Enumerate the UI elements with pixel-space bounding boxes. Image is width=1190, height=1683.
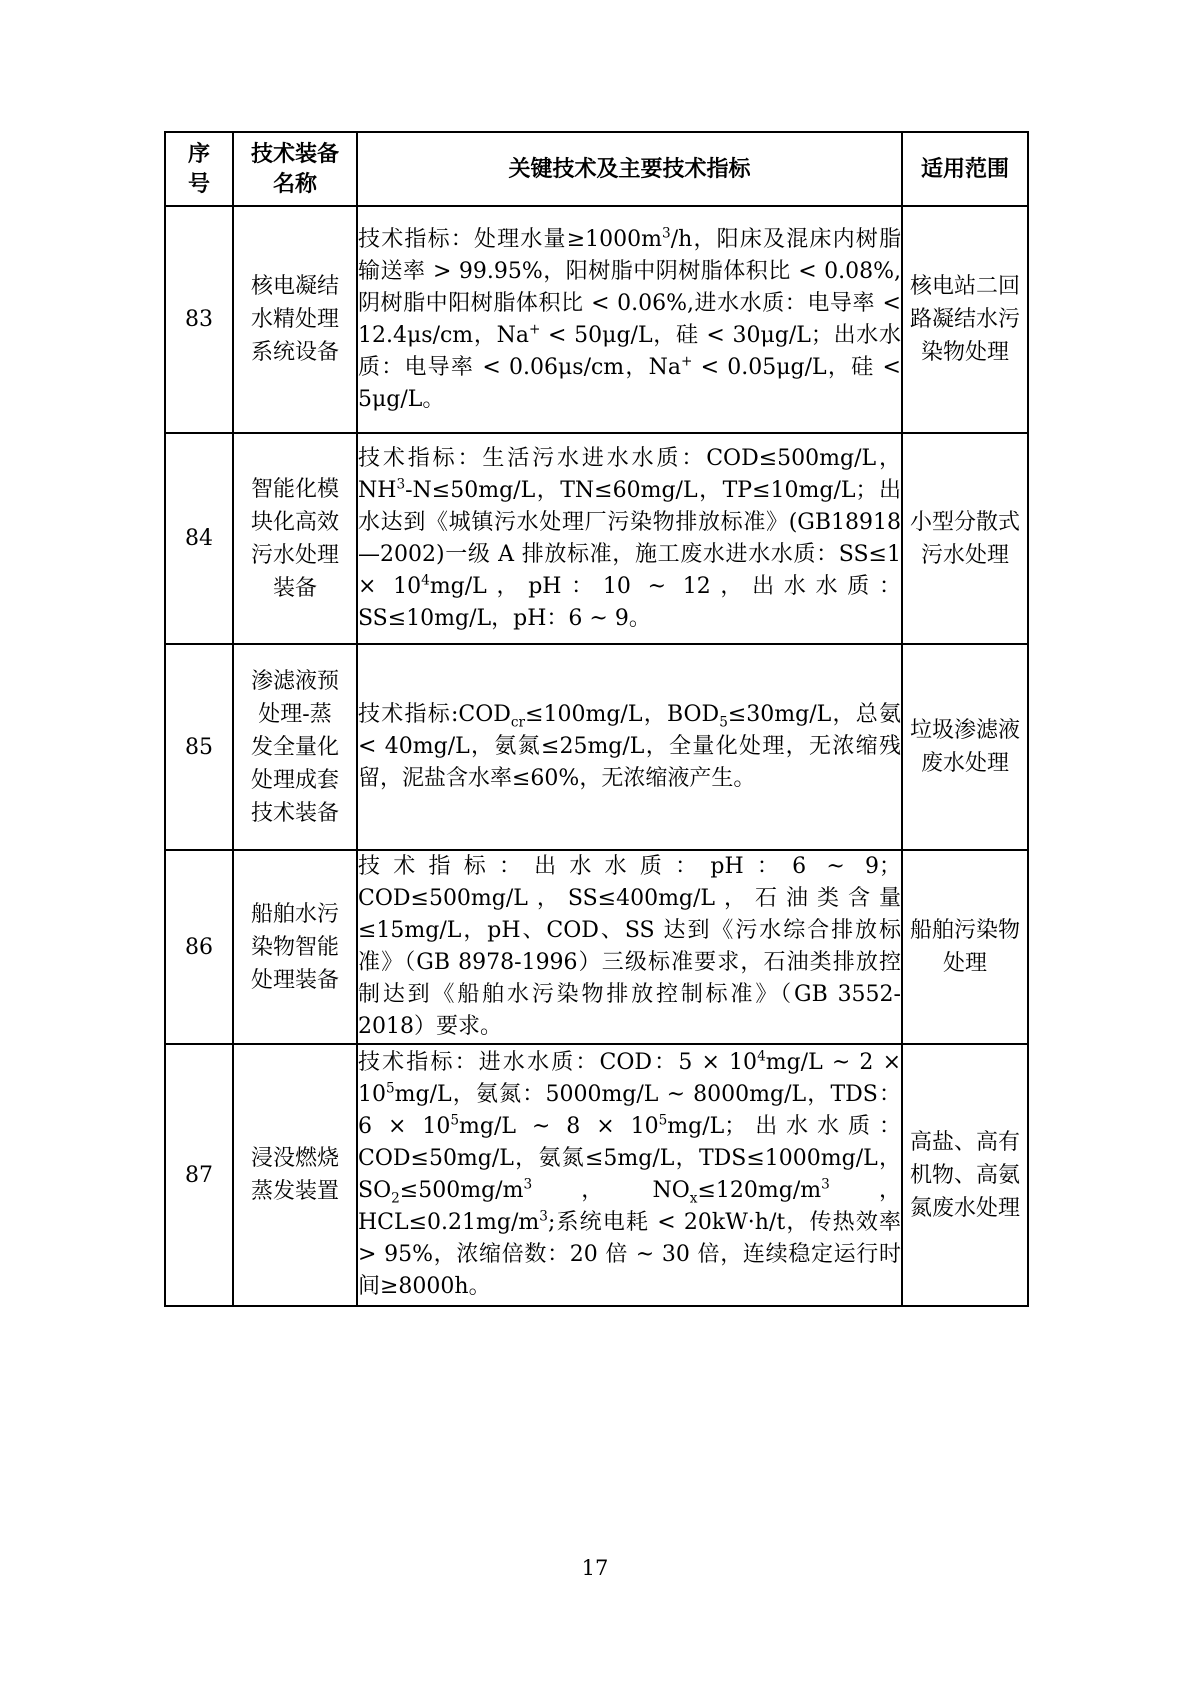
- row-87-name-text: 浸没燃烧蒸发装置: [250, 1146, 339, 1204]
- row-84-scope: [902, 433, 1028, 644]
- row-84-name-text: 智能化模块化高效污水处理装备: [250, 476, 339, 601]
- table-row: [165, 1044, 1028, 1306]
- row-85-spec: 技术指标$:COD_{cr}\le 100mg/L$，$BOD_5\le 30mg/L$，总氨 < 40mg/L，氨氮≤25mg/L，全量化处理，无浓缩残留，泥盐含水率≤60%，无浓缩液产生。: [357, 644, 902, 850]
- col-header-no-label: 序号: [187, 141, 210, 197]
- row-83-name: [233, 206, 357, 433]
- row-86-name-text: 船舶水污染物智能处理装备: [250, 901, 339, 993]
- row-83-name-text: 核电凝结水精处理系统设备: [250, 274, 339, 365]
- row-85-name-text: 渗滤液预处理-蒸发全量化处理成套技术装备: [250, 668, 339, 826]
- row-84-spec: 技术指标：生活污水进水水质：COD≤500mg/L，$NH^3-N\le 50mg/L$，TN≤60mg/L，TP≤10mg/L；出水达到《城镇污水处理厂污染物排放标准》(GB18918—2002)一级 A 排放标准，施工废水进水水质：$SS\le 1 \times 10^4mg/L$，pH：10 ~ 12，出水水质：SS≤10mg/L，pH：6 ~ 9。: [357, 433, 902, 644]
- row-84-number: 84: [165, 433, 233, 644]
- row-84-scope-text: 小型分散式污水处理: [909, 509, 1020, 568]
- table-header-row: [165, 132, 1028, 206]
- row-86-scope-text: 船舶污染物处理: [909, 918, 1020, 976]
- row-87-spec: 技术指标：进水水质：COD：$5 \times 10^4mg/L$ ~ $2 \times 10^5mg/L$，氨氮：5000mg/L ~ 8000mg/L，TDS：$6 \times 10^5mg/L$ ~ $8 \times 10^5mg/L$；出水水质：COD≤50mg/L，氨氮≤5mg/L，TDS≤1000mg/L，$SO_2\le 500mg/m^3$，$NO_x\le 120mg/m^3$，$HCL\le 0.21mg/m^3$;系统电耗 < 20kW·h/t，传热效率 > 95%，浓缩倍数：20 倍 ~ 30 倍，连续稳定运行时间≥8000h。: [357, 1044, 902, 1306]
- row-87-scope-text: 高盐、高有机物、高氨氮废水处理: [909, 1129, 1020, 1221]
- row-83-scope-text: 核电站二回路凝结水污染物处理: [909, 274, 1020, 365]
- row-87-name: [233, 1044, 357, 1306]
- col-header-name-label: 技术装备名称: [250, 141, 339, 197]
- col-header-spec: [357, 132, 902, 206]
- row-85-name: [233, 644, 357, 850]
- row-86-spec: 技术指标：出水水质：pH：6 ~ 9；COD≤500mg/L，SS≤400mg/L，石油类含量≤15mg/L，pH、COD、SS 达到《污水综合排放标准》（GB 8978-1996）三级标准要求，石油类排放控制达到《船舶水污染物排放控制标准》（GB 3552-2018）要求。: [357, 850, 902, 1044]
- table-row: [165, 644, 1028, 850]
- row-86-name: [233, 850, 357, 1044]
- table-row: [165, 850, 1028, 1044]
- col-header-scope-label: 适用范围: [920, 156, 1009, 182]
- page-number: 17: [581, 1556, 609, 1580]
- row-86-number: 86: [165, 850, 233, 1044]
- table-row: [165, 433, 1028, 644]
- equipment-table: [164, 131, 1029, 1307]
- row-85-scope: [902, 644, 1028, 850]
- row-87-number: 87: [165, 1044, 233, 1306]
- row-86-scope: [902, 850, 1028, 1044]
- row-85-scope-text: 垃圾渗滤液废水处理: [909, 718, 1020, 776]
- row-85-number: 85: [165, 644, 233, 850]
- row-83-scope: [902, 206, 1028, 433]
- row-87-scope: [902, 1044, 1028, 1306]
- col-header-spec-label: 关键技术及主要技术指标: [508, 156, 751, 182]
- row-83-number: 83: [165, 206, 233, 433]
- col-header-scope: [902, 132, 1028, 206]
- col-header-name: [233, 132, 357, 206]
- table-row: [165, 206, 1028, 433]
- row-83-spec: 技术指标：处理水量$\ge 1000m^3/h$，阳床及混床内树脂输送率 > 99.95%，阳树脂中阴树脂体积比 < 0.08%,阴树脂中阳树脂体积比 < 0.06%,进水水质：电导率 < 12.4μs/cm，Na+ < 50μg/L，硅 < 30μg/L；出水水质：电导率 < 0.06μs/cm，Na+ < 0.05μg/L，硅 < 5μg/L。: [357, 206, 902, 433]
- row-84-name: [233, 433, 357, 644]
- col-header-no: [165, 132, 233, 206]
